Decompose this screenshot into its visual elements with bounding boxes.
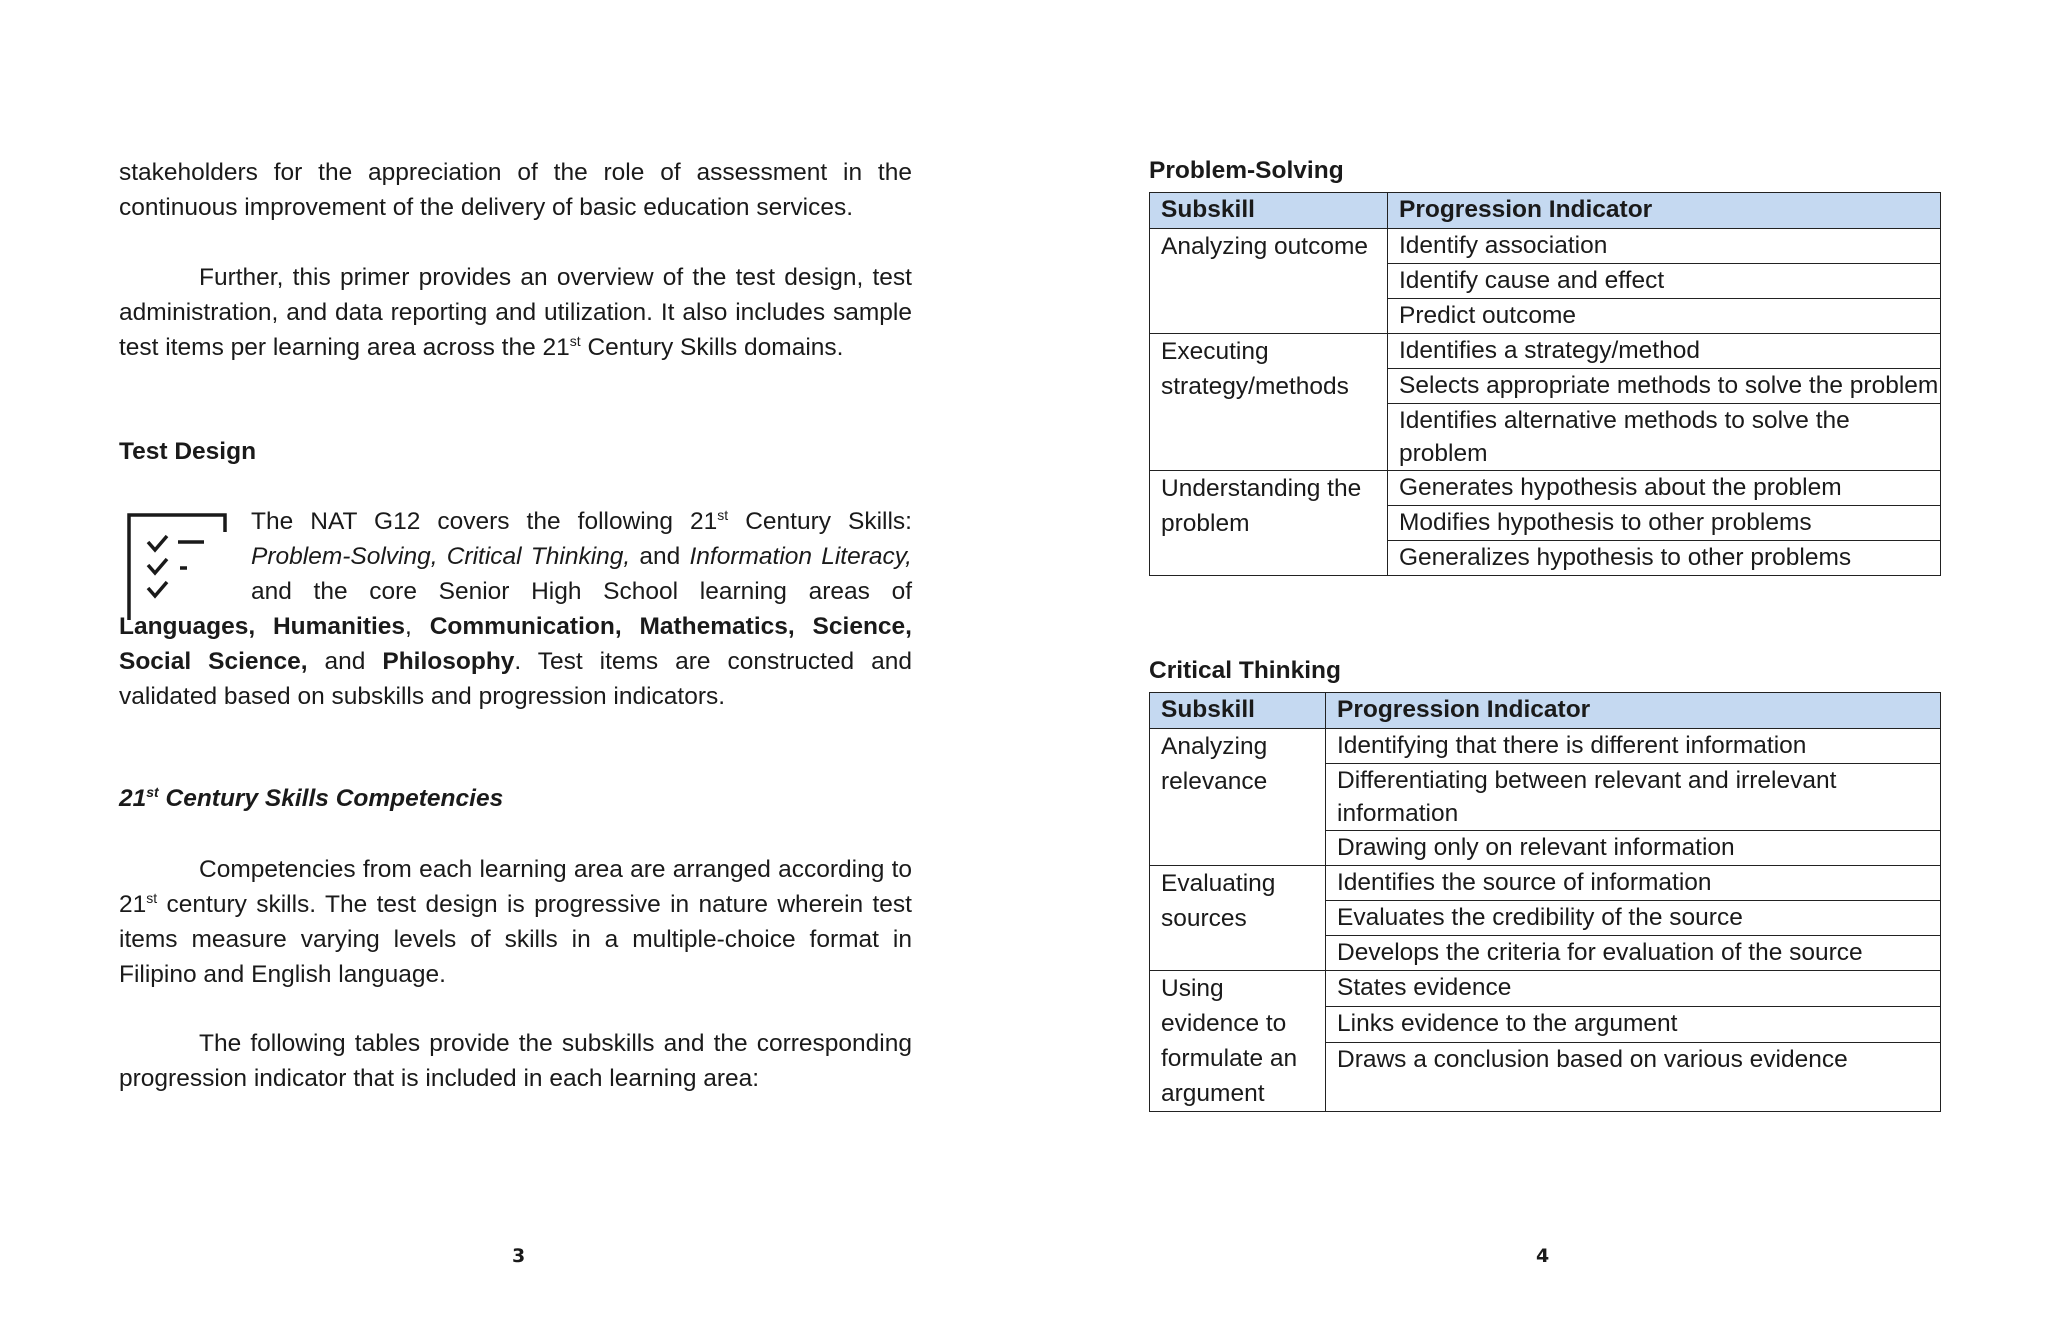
indicator-header: Progression Indicator — [1388, 193, 1941, 229]
page-number: 3 — [512, 1245, 526, 1267]
subskill-cell: Analyzing relevance — [1150, 729, 1326, 866]
table-header-row — [1150, 193, 1941, 229]
indicator-cell: Predict outcome — [1388, 299, 1941, 334]
indicator-cell: Identify cause and effect — [1388, 264, 1941, 299]
subskill-cell: Evaluating sources — [1150, 866, 1326, 971]
indicator-cell: Selects appropriate methods to solve the problem — [1388, 369, 1941, 404]
coverage-paragraph: The NAT G12 covers the following 21st Century Skills: Problem-Solving, Critical Thinking, and Information Literacy, and the core Senior High School learning areas of Languages, Humanities, Communication, Mathematics, Science, Social Science, and Philosophy. Test items are constructed and validated based on subskills and progression indicators. — [119, 504, 912, 714]
table-row — [1150, 866, 1941, 901]
indicator-cell: Generates hypothesis about the problem — [1388, 471, 1941, 506]
icon-spacer — [119, 504, 251, 609]
competencies-heading: 21st Century Skills Competencies — [119, 784, 504, 812]
indicator-cell: Identifies alternative methods to solve the problem — [1388, 404, 1941, 471]
overview-paragraph: Further, this primer provides an overview of the test design, test administration, and data reporting and utilization. It also includes sample test items per learning area across the 21st Century Skills domains. — [119, 264, 912, 361]
intro-paragraph: stakeholders for the appreciation of the role of assessment in the continuous improvement of the delivery of basic education services. — [119, 159, 912, 221]
indicator-cell: Modifies hypothesis to other problems — [1388, 506, 1941, 541]
indicator-cell: States evidence — [1326, 971, 1941, 1007]
subskill-cell: Executing strategy/methods — [1150, 334, 1388, 471]
subskill-header: Subskill — [1150, 693, 1326, 729]
indicator-cell: Links evidence to the argument — [1326, 1007, 1941, 1043]
competencies-paragraph: Competencies from each learning area are arranged according to 21st century skills. The test design is progressive in nature wherein test items measure varying levels of skills in a multiple-choice format in Filipino and English language. — [119, 856, 912, 988]
subskill-header: Subskill — [1150, 193, 1388, 229]
indicator-cell: Identify association — [1388, 229, 1941, 264]
table-row — [1150, 229, 1941, 264]
table-row — [1150, 729, 1941, 764]
indicator-cell: Generalizes hypothesis to other problems — [1388, 541, 1941, 576]
indicator-cell: Differentiating between relevant and irrelevant information — [1326, 764, 1941, 831]
table-row — [1150, 471, 1941, 506]
table-row — [1150, 334, 1941, 369]
indicator-cell: Draws a conclusion based on various evidence — [1326, 1043, 1941, 1112]
table-header-row — [1150, 693, 1941, 729]
tables-intro-paragraph: The following tables provide the subskills and the corresponding progression indicator that is included in each learning area: — [119, 1030, 912, 1092]
problem-solving-table — [1149, 192, 1941, 576]
page-number: 4 — [1536, 1245, 1550, 1267]
test-design-heading: Test Design — [119, 438, 257, 465]
indicator-cell: Evaluates the credibility of the source — [1326, 901, 1941, 936]
indicator-cell: Identifies the source of information — [1326, 866, 1941, 901]
critical-thinking-title: Critical Thinking — [1149, 657, 1341, 684]
subskill-cell: Understanding the problem — [1150, 471, 1388, 576]
indicator-cell: Develops the criteria for evaluation of the source — [1326, 936, 1941, 971]
subskill-cell: Analyzing outcome — [1150, 229, 1388, 334]
indicator-cell: Identifying that there is different information — [1326, 729, 1941, 764]
table-row — [1150, 971, 1941, 1007]
subskill-cell: Using evidence to formulate an argument — [1150, 971, 1326, 1112]
critical-thinking-table — [1149, 692, 1941, 1112]
indicator-cell: Identifies a strategy/method — [1388, 334, 1941, 369]
indicator-cell: Drawing only on relevant information — [1326, 831, 1941, 866]
problem-solving-title: Problem-Solving — [1149, 157, 1344, 184]
indicator-header: Progression Indicator — [1326, 693, 1941, 729]
